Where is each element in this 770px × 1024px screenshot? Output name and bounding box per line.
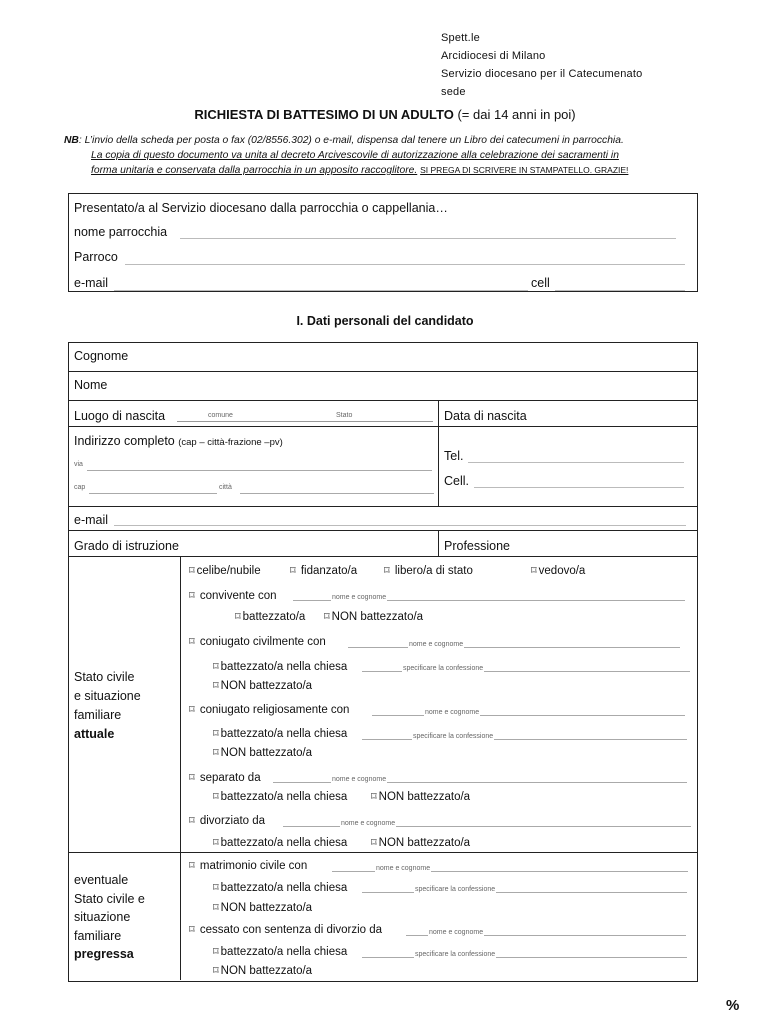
religious-baptized-church[interactable] — [213, 727, 347, 740]
name-hint: nome e cognome — [341, 820, 396, 827]
confession-hint: specificare la confessione — [415, 951, 496, 958]
name-hint: nome e cognome — [409, 641, 464, 648]
checkbox-icon[interactable]: ⌑ — [384, 565, 390, 577]
recipient-line-2: Arcidiocesi di Milano — [441, 50, 546, 62]
cell-field[interactable] — [474, 478, 684, 488]
checkbox-icon[interactable]: ⌑ — [189, 590, 195, 602]
checkbox-icon[interactable]: ⌑ — [290, 565, 296, 577]
civil-not-baptized[interactable] — [213, 679, 312, 692]
note-nb: NB — [64, 135, 79, 146]
divorce-ended-option[interactable] — [189, 923, 382, 936]
option-label: NON battezzato/a — [220, 747, 313, 759]
option-label: NON battezzato/a — [331, 611, 424, 623]
name-hint: nome e cognome — [376, 865, 431, 872]
note-line-3 — [64, 163, 704, 178]
profession-label: Professione — [444, 539, 511, 553]
option-label: NON battezzato/a — [220, 902, 313, 914]
widow-option[interactable] — [531, 564, 585, 577]
title-main: RICHIESTA DI BATTESIMO DI UN ADULTO — [194, 107, 454, 122]
divorce-not-baptized[interactable] — [213, 964, 312, 977]
via-field[interactable] — [87, 462, 432, 471]
option-label: battezzato/a — [242, 611, 306, 623]
option-label: convivente con — [199, 590, 277, 602]
option-label: battezzato/a nella chiesa — [220, 791, 348, 803]
note-text-1: : L’invio della scheda per posta o fax (02/8556.302) o e-mail, dispensa dal tenere un Libro dei catecumeni in parrocchia. — [78, 135, 624, 146]
divorced-option[interactable] — [189, 814, 265, 827]
tel-field[interactable] — [468, 453, 684, 463]
note-request: SI PREGA DI SCRIVERE IN STAMPATELLO. GRAZIE! — [420, 165, 629, 175]
name-label: Nome — [74, 378, 108, 392]
religious-not-baptized[interactable] — [213, 746, 312, 759]
cohabiting-option[interactable] — [189, 589, 277, 602]
past-civil-not-baptized[interactable] — [213, 901, 312, 914]
footer-mark: % — [726, 997, 740, 1014]
divorced-baptized-church[interactable] — [213, 836, 347, 849]
cap-field[interactable] — [89, 485, 217, 494]
name-hint: nome e cognome — [429, 929, 484, 936]
name-hint: nome e cognome — [332, 594, 387, 601]
priest-label: Parroco — [74, 250, 118, 264]
status-label-line: pregressa — [74, 947, 134, 961]
checkbox-icon[interactable]: ⌑ — [189, 860, 195, 872]
option-label: matrimonio civile con — [199, 860, 308, 872]
priest-field[interactable] — [125, 254, 685, 265]
status-past-label — [74, 871, 145, 964]
checkbox-icon[interactable]: ⌑ — [371, 791, 377, 803]
presenter-email-field[interactable] — [114, 280, 528, 291]
cohab-not-baptized[interactable] — [324, 610, 423, 623]
civil-marriage-option[interactable] — [189, 859, 307, 872]
presenter-cell-field[interactable] — [555, 280, 685, 291]
row-divider — [68, 852, 697, 853]
civil-married-field[interactable] — [348, 639, 680, 648]
parish-label: nome parrocchia — [74, 225, 168, 239]
col-divider — [180, 556, 181, 980]
checkbox-icon[interactable]: ⌑ — [213, 661, 219, 673]
address-label — [74, 434, 283, 448]
recipient-line-1: Spett.le — [441, 32, 480, 44]
divorce-confession-field[interactable] — [362, 949, 687, 958]
checkbox-icon[interactable]: ⌑ — [189, 924, 195, 936]
divorce-baptized-church[interactable] — [213, 945, 347, 958]
note-line-2: La copia di questo documento va unita al decreto Arcivescovile di autorizzazione alla celebrazione dei sacramenti in — [91, 150, 619, 161]
title-suffix: (= dai 14 anni in poi) — [453, 107, 576, 122]
checkbox-icon[interactable]: ⌑ — [213, 837, 219, 849]
row-divider — [68, 556, 697, 557]
name-hint: nome e cognome — [332, 776, 387, 783]
email-field[interactable] — [114, 516, 686, 526]
parish-field[interactable] — [180, 228, 676, 239]
row-divider — [68, 400, 697, 401]
document-title — [0, 107, 770, 122]
separated-option[interactable] — [189, 771, 261, 784]
option-label: divorziato da — [199, 815, 266, 827]
tel-label: Tel. — [444, 449, 464, 463]
note-line-1 — [64, 133, 704, 148]
checkbox-icon[interactable]: ⌑ — [213, 728, 219, 740]
cohab-baptized[interactable] — [235, 610, 305, 623]
status-label-line: Stato civile — [74, 670, 135, 684]
note-block — [64, 133, 704, 178]
row-divider — [68, 506, 697, 507]
row-divider — [68, 371, 697, 372]
divorced-not-baptized[interactable] — [371, 836, 470, 849]
checkbox-icon[interactable]: ⌑ — [235, 611, 241, 623]
confession-hint: specificare la confessione — [415, 886, 496, 893]
via-label: via — [74, 461, 83, 468]
confession-hint: specificare la confessione — [403, 665, 484, 672]
checkbox-icon[interactable]: ⌑ — [213, 902, 219, 914]
checkbox-icon[interactable]: ⌑ — [324, 611, 330, 623]
comune-hint: comune — [208, 412, 233, 419]
surname-label: Cognome — [74, 349, 129, 363]
citta-field[interactable] — [240, 485, 434, 494]
checkbox-icon[interactable]: ⌑ — [189, 815, 195, 827]
checkbox-icon[interactable]: ⌑ — [213, 680, 219, 692]
cap-label: cap — [74, 484, 86, 491]
presenter-cell-label: cell — [531, 276, 550, 290]
engaged-option[interactable] — [290, 564, 357, 577]
single-option[interactable] — [189, 564, 261, 577]
option-label: vedovo/a — [538, 565, 586, 577]
option-label: battezzato/a nella chiesa — [220, 661, 348, 673]
option-label: NON battezzato/a — [220, 965, 313, 977]
recipient-block — [441, 29, 642, 101]
note-text-3: forma unitaria e conservata dalla parrocchia in un apposito raccoglitore. — [91, 165, 418, 176]
checkbox-icon[interactable]: ⌑ — [189, 704, 195, 716]
religious-married-field[interactable] — [372, 707, 685, 716]
separated-baptized-church[interactable] — [213, 790, 347, 803]
checkbox-icon[interactable]: ⌑ — [213, 965, 219, 977]
option-label: libero/a di stato — [394, 565, 473, 577]
option-label: NON battezzato/a — [378, 837, 471, 849]
status-label-line: attuale — [74, 727, 115, 741]
option-label: fidanzato/a — [300, 565, 358, 577]
col-divider — [438, 400, 439, 506]
status-label-line: Stato civile e — [74, 891, 145, 906]
cell-label: Cell. — [444, 474, 470, 488]
option-label: coniugato religiosamente con — [199, 704, 350, 716]
address-hint: (cap – città-frazione –pv) — [178, 437, 283, 448]
checkbox-icon[interactable]: ⌑ — [213, 747, 219, 759]
free-option[interactable] — [384, 564, 473, 577]
checkbox-icon[interactable]: ⌑ — [189, 772, 195, 784]
option-label: battezzato/a nella chiesa — [220, 946, 348, 958]
religious-confession-field[interactable] — [362, 731, 687, 740]
checkbox-icon[interactable]: ⌑ — [189, 636, 195, 648]
option-label: NON battezzato/a — [378, 791, 471, 803]
civil-baptized-church[interactable] — [213, 660, 347, 673]
status-label-line: familiare — [74, 928, 122, 943]
recipient-line-4: sede — [441, 86, 466, 98]
option-label: NON battezzato/a — [220, 680, 313, 692]
status-label-line: familiare — [74, 708, 122, 722]
birthplace-label: Luogo di nascita — [74, 409, 166, 423]
checkbox-icon[interactable]: ⌑ — [371, 837, 377, 849]
email-label: e-mail — [74, 513, 109, 527]
option-label: battezzato/a nella chiesa — [220, 837, 348, 849]
civil-married-option[interactable] — [189, 635, 326, 648]
presenter-line: Presentato/a al Servizio diocesano dalla parrocchia o cappellania… — [74, 201, 448, 215]
option-label: separato da — [199, 772, 261, 784]
option-label: celibe/nubile — [196, 565, 261, 577]
status-label-line: e situazione — [74, 689, 141, 703]
checkbox-icon[interactable]: ⌑ — [531, 565, 537, 577]
past-civil-confession-field[interactable] — [362, 884, 687, 893]
checkbox-icon[interactable]: ⌑ — [213, 882, 219, 894]
option-label: cessato con sentenza di divorzio da — [199, 924, 383, 936]
option-label: battezzato/a nella chiesa — [220, 882, 348, 894]
presenter-email-label: e-mail — [74, 276, 109, 290]
name-hint: nome e cognome — [425, 709, 480, 716]
confession-hint: specificare la confessione — [413, 733, 494, 740]
option-label: coniugato civilmente con — [199, 636, 326, 648]
checkbox-icon[interactable]: ⌑ — [213, 946, 219, 958]
status-label-line: eventuale — [74, 873, 129, 887]
row-divider — [68, 530, 697, 531]
birthdate-label: Data di nascita — [444, 409, 527, 423]
col-divider — [438, 530, 439, 556]
checkbox-icon[interactable]: ⌑ — [213, 791, 219, 803]
address-text: Indirizzo completo — [74, 434, 175, 448]
row-divider — [68, 426, 697, 427]
option-label: battezzato/a nella chiesa — [220, 728, 348, 740]
education-label: Grado di istruzione — [74, 539, 179, 553]
religious-married-option[interactable] — [189, 703, 349, 716]
separated-not-baptized[interactable] — [371, 790, 470, 803]
checkbox-icon[interactable]: ⌑ — [189, 565, 195, 577]
citta-label: città — [219, 484, 232, 491]
status-label-line: situazione — [74, 910, 131, 924]
stato-hint: Stato — [336, 412, 353, 419]
past-civil-baptized-church[interactable] — [213, 881, 347, 894]
recipient-line-3: Servizio diocesano per il Catecumenato — [441, 68, 643, 80]
status-current-label — [74, 668, 141, 744]
section-title: I. Dati personali del candidato — [296, 314, 474, 328]
